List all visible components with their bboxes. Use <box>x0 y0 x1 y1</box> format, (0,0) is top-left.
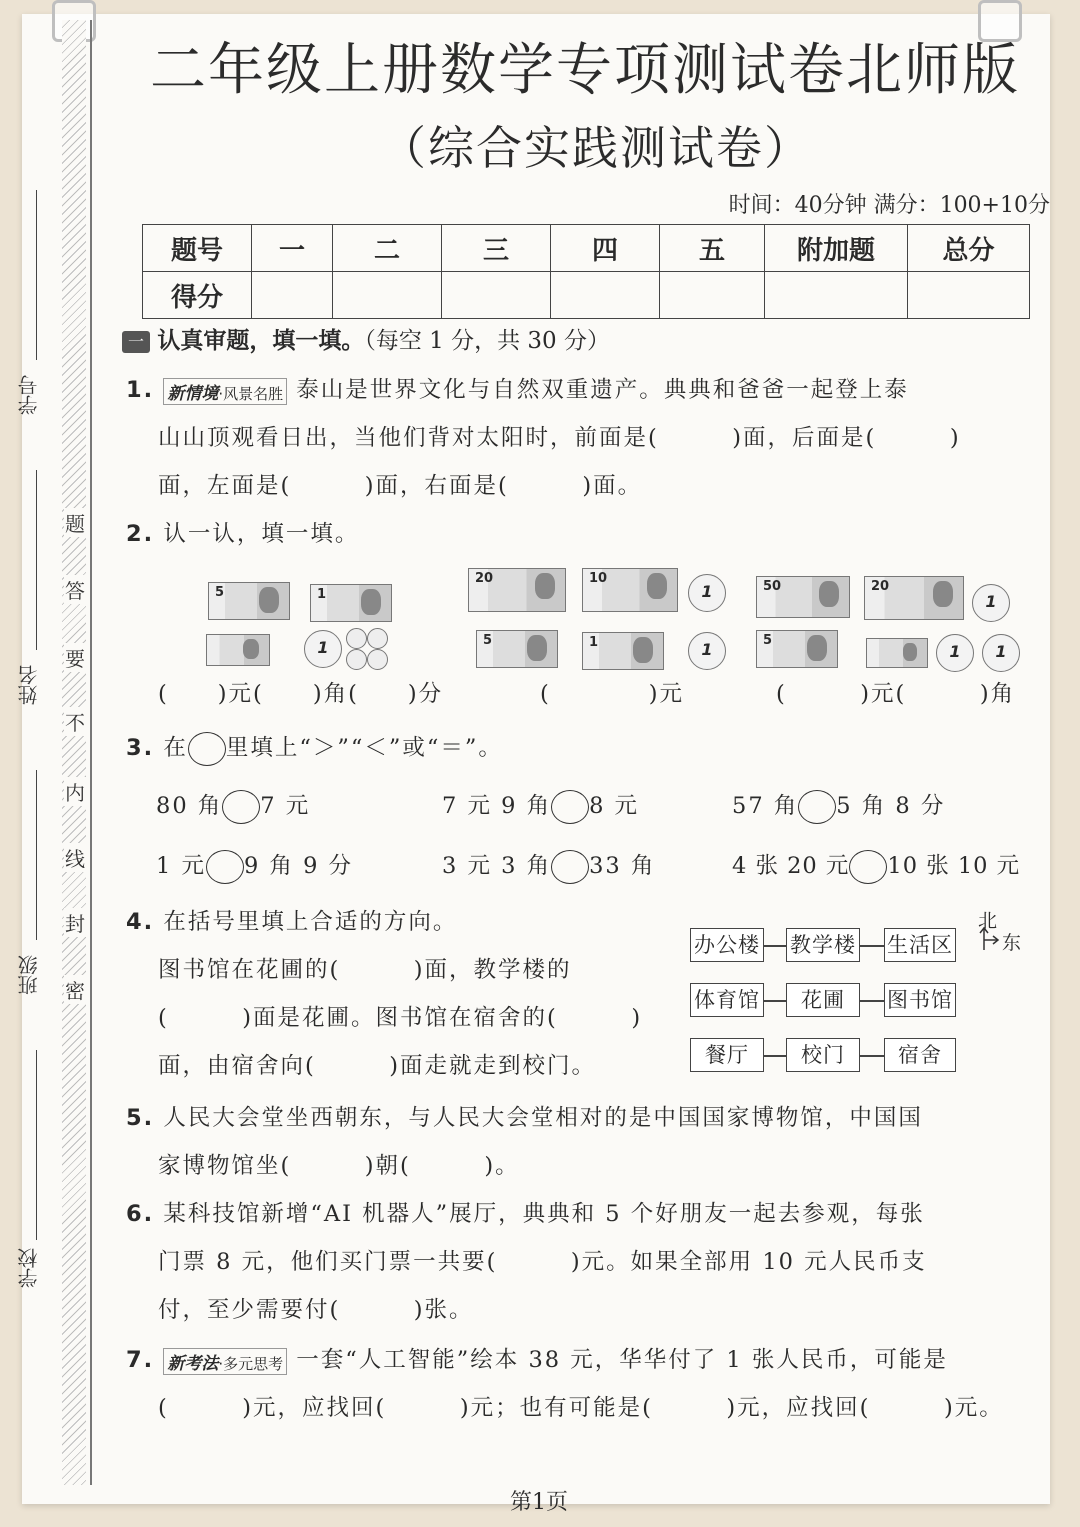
school-label: 学校 <box>17 1248 41 1288</box>
map-living-area: 生活区 <box>884 928 956 962</box>
score-cell[interactable] <box>660 272 765 319</box>
map-link <box>860 945 884 947</box>
q4-line2: ( )面是花圃。图书馆在宿舍的( ) <box>158 1005 643 1031</box>
name-line <box>36 470 37 650</box>
question-number: 5. <box>126 1105 155 1131</box>
map-office-building: 办公楼 <box>690 928 764 962</box>
binding-line <box>90 20 92 1485</box>
tag-text: ·多元思考 <box>218 1354 284 1373</box>
notice-char: 内 <box>64 777 86 806</box>
compare-item: 4 张 20 元 10 张 10 元 <box>732 848 1020 884</box>
q4-text: 在括号里填上合适的方向。 <box>163 909 458 935</box>
compass <box>976 906 1026 956</box>
score-header-cell: 总分 <box>908 225 1030 272</box>
map-garden: 花圃 <box>786 983 860 1017</box>
coin-1-yuan: 1 <box>688 574 726 612</box>
map-link <box>860 1055 884 1057</box>
map-link <box>764 945 786 947</box>
q4-line1: 图书馆在花圃的( )面，教学楼的 <box>158 957 572 983</box>
question-number: 3. <box>126 735 155 761</box>
score-cell[interactable] <box>908 272 1030 319</box>
compass-east: 东 <box>1002 932 1022 954</box>
section-number: 一 <box>122 331 150 353</box>
coin-1-yuan: 1 <box>972 584 1010 622</box>
q1-text: 泰山是世界文化与自然双重遗产。典典和爸爸一起登上泰 <box>296 377 909 403</box>
map-teaching-building: 教学楼 <box>786 928 860 962</box>
compare-circle-example <box>188 732 226 766</box>
q5-line2: 家博物馆坐( )朝( )。 <box>158 1153 520 1179</box>
class-line <box>36 770 37 940</box>
section-title: 认真审题，填一填。 <box>157 328 365 354</box>
map-link <box>860 1000 884 1002</box>
banknote-50-yuan: 50 <box>756 576 850 618</box>
banknote-5-yuan: 5 <box>208 582 290 620</box>
score-header-cell: 四 <box>551 225 660 272</box>
q5-text: 人民大会堂坐西朝东，与人民大会堂相对的是中国国家博物馆，中国国 <box>163 1105 923 1131</box>
question-number: 2. <box>126 521 155 547</box>
q1-line2: 山山顶观看日出，当他们背对太阳时，前面是( )面，后面是( ) <box>158 425 961 451</box>
map-link <box>764 1000 786 1002</box>
notice-char: 题 <box>64 508 86 537</box>
score-header-row <box>143 225 1030 272</box>
compare-circle[interactable] <box>222 790 260 824</box>
time-info: 时间：40分钟 满分：100+10分 <box>728 193 1050 218</box>
score-row-label: 得分 <box>143 272 252 319</box>
coin-1-yuan: 1 <box>304 630 342 668</box>
score-cell[interactable] <box>765 272 908 319</box>
score-table <box>142 224 1030 319</box>
compare-item: 57 角 5 角 8 分 <box>732 788 945 824</box>
question-number: 4. <box>126 909 155 935</box>
compare-circle[interactable] <box>849 850 887 884</box>
q6-line2: 门票 8 元，他们买门票一共要( )元。如果全部用 10 元人民币支 <box>158 1249 927 1275</box>
compass-arrow-icon <box>978 926 1000 952</box>
q3-text-post: 里填上“＞”“＜”或“＝”。 <box>225 735 503 761</box>
q2-text: 认一认，填一填。 <box>163 521 360 547</box>
compare-circle[interactable] <box>551 850 589 884</box>
banknote-20-yuan: 20 <box>468 568 566 612</box>
school-line <box>36 1050 37 1240</box>
compare-item: 1 元 9 角 9 分 <box>156 848 353 884</box>
score-header-cell: 二 <box>333 225 442 272</box>
binding-strip <box>62 20 86 1485</box>
class-label: 班级 <box>17 955 41 995</box>
map-link <box>764 1055 786 1057</box>
notice-char: 密 <box>64 975 86 1004</box>
number-label: 学号 <box>17 375 41 415</box>
coin-1-yuan: 1 <box>936 634 974 672</box>
tag-text: ·风景名胜 <box>218 384 284 403</box>
map-dormitory: 宿舍 <box>884 1038 956 1072</box>
banknote-10-yuan: 10 <box>582 568 678 612</box>
page-subtitle: （综合实践测试卷） <box>380 121 812 175</box>
q2-answer-b: ( )元 <box>540 681 685 707</box>
score-cell[interactable] <box>551 272 660 319</box>
score-header-cell: 三 <box>442 225 551 272</box>
banknote-5-yuan: 5 <box>756 630 838 668</box>
notice-char: 线 <box>64 843 86 872</box>
q5-line1 <box>126 1100 923 1132</box>
question-tag <box>163 378 287 405</box>
q6-line1 <box>126 1196 925 1228</box>
score-header-cell: 题号 <box>143 225 252 272</box>
banknote-1-yuan: 1 <box>310 584 392 622</box>
score-header-cell: 附加题 <box>765 225 908 272</box>
compass-north: 北 <box>978 910 998 932</box>
notice-char: 要 <box>64 643 86 672</box>
q3-line <box>126 730 503 766</box>
q1-line3: 面，左面是( )面，右面是( )面。 <box>158 473 643 499</box>
score-header-cell: 一 <box>252 225 333 272</box>
number-line <box>36 190 37 360</box>
q6-line3: 付，至少需要付( )张。 <box>158 1297 474 1323</box>
map-canteen: 餐厅 <box>690 1038 764 1072</box>
notice-char: 封 <box>64 908 86 937</box>
q6-text: 某科技馆新增“AI 机器人”展厅，典典和 5 个好朋友一起去参观，每张 <box>163 1201 925 1227</box>
banknote-5-yuan: 5 <box>476 630 558 668</box>
q2-line <box>126 516 359 548</box>
notice-char: 答 <box>64 575 86 604</box>
q7-line1 <box>126 1342 948 1375</box>
compare-circle[interactable] <box>798 790 836 824</box>
q7-text: 一套“人工智能”绘本 38 元，华华付了 1 张人民币，可能是 <box>296 1347 948 1373</box>
name-label: 姓名 <box>17 665 41 705</box>
score-value-row <box>143 272 1030 319</box>
section-heading <box>122 322 610 355</box>
compare-circle[interactable] <box>206 850 244 884</box>
compare-item: 7 元 9 角 8 元 <box>442 788 639 824</box>
map-library: 图书馆 <box>884 983 956 1017</box>
coins-fen-group <box>346 628 388 670</box>
q7-line2: ( )元，应找回( )元；也有可能是( )元，应找回( )元。 <box>158 1395 1004 1421</box>
q2-answer-c: ( )元( )角 <box>776 681 1016 707</box>
q2-answer-a: ( )元( )角( )分 <box>158 681 444 707</box>
score-cell[interactable] <box>252 272 333 319</box>
banknote-1-yuan: 1 <box>582 632 664 670</box>
compare-item: 3 元 3 角 33 角 <box>442 848 655 884</box>
banknote-1-jiao <box>206 634 270 666</box>
coin-1-yuan: 1 <box>982 634 1020 672</box>
page-number: 第1页 <box>510 1490 568 1515</box>
tag-strong: 新情境 <box>167 383 219 404</box>
compare-item: 80 角 7 元 <box>156 788 310 824</box>
tag-strong: 新考法 <box>167 1353 219 1374</box>
q4-line <box>126 904 457 936</box>
compare-circle[interactable] <box>551 790 589 824</box>
q3-text-pre: 在 <box>163 735 188 761</box>
banknote-20-yuan: 20 <box>864 576 964 620</box>
question-number: 7. <box>126 1347 155 1373</box>
page-title: 二年级上册数学专项测试卷北师版 <box>150 38 1020 103</box>
notice-char: 不 <box>64 707 86 736</box>
score-cell[interactable] <box>333 272 442 319</box>
banknote-1-jiao <box>866 638 928 668</box>
map-gym: 体育馆 <box>690 983 764 1017</box>
map-school-gate: 校门 <box>786 1038 860 1072</box>
score-cell[interactable] <box>442 272 551 319</box>
question-number: 6. <box>126 1201 155 1227</box>
q1-line1 <box>126 372 909 405</box>
coin-1-yuan: 1 <box>688 632 726 670</box>
score-header-cell: 五 <box>660 225 765 272</box>
q4-line3: 面，由宿舍向( )面走就走到校门。 <box>158 1053 597 1079</box>
section-note: （每空 1 分，共 30 分） <box>364 328 610 354</box>
question-number: 1. <box>126 377 155 403</box>
question-tag <box>163 1348 287 1375</box>
